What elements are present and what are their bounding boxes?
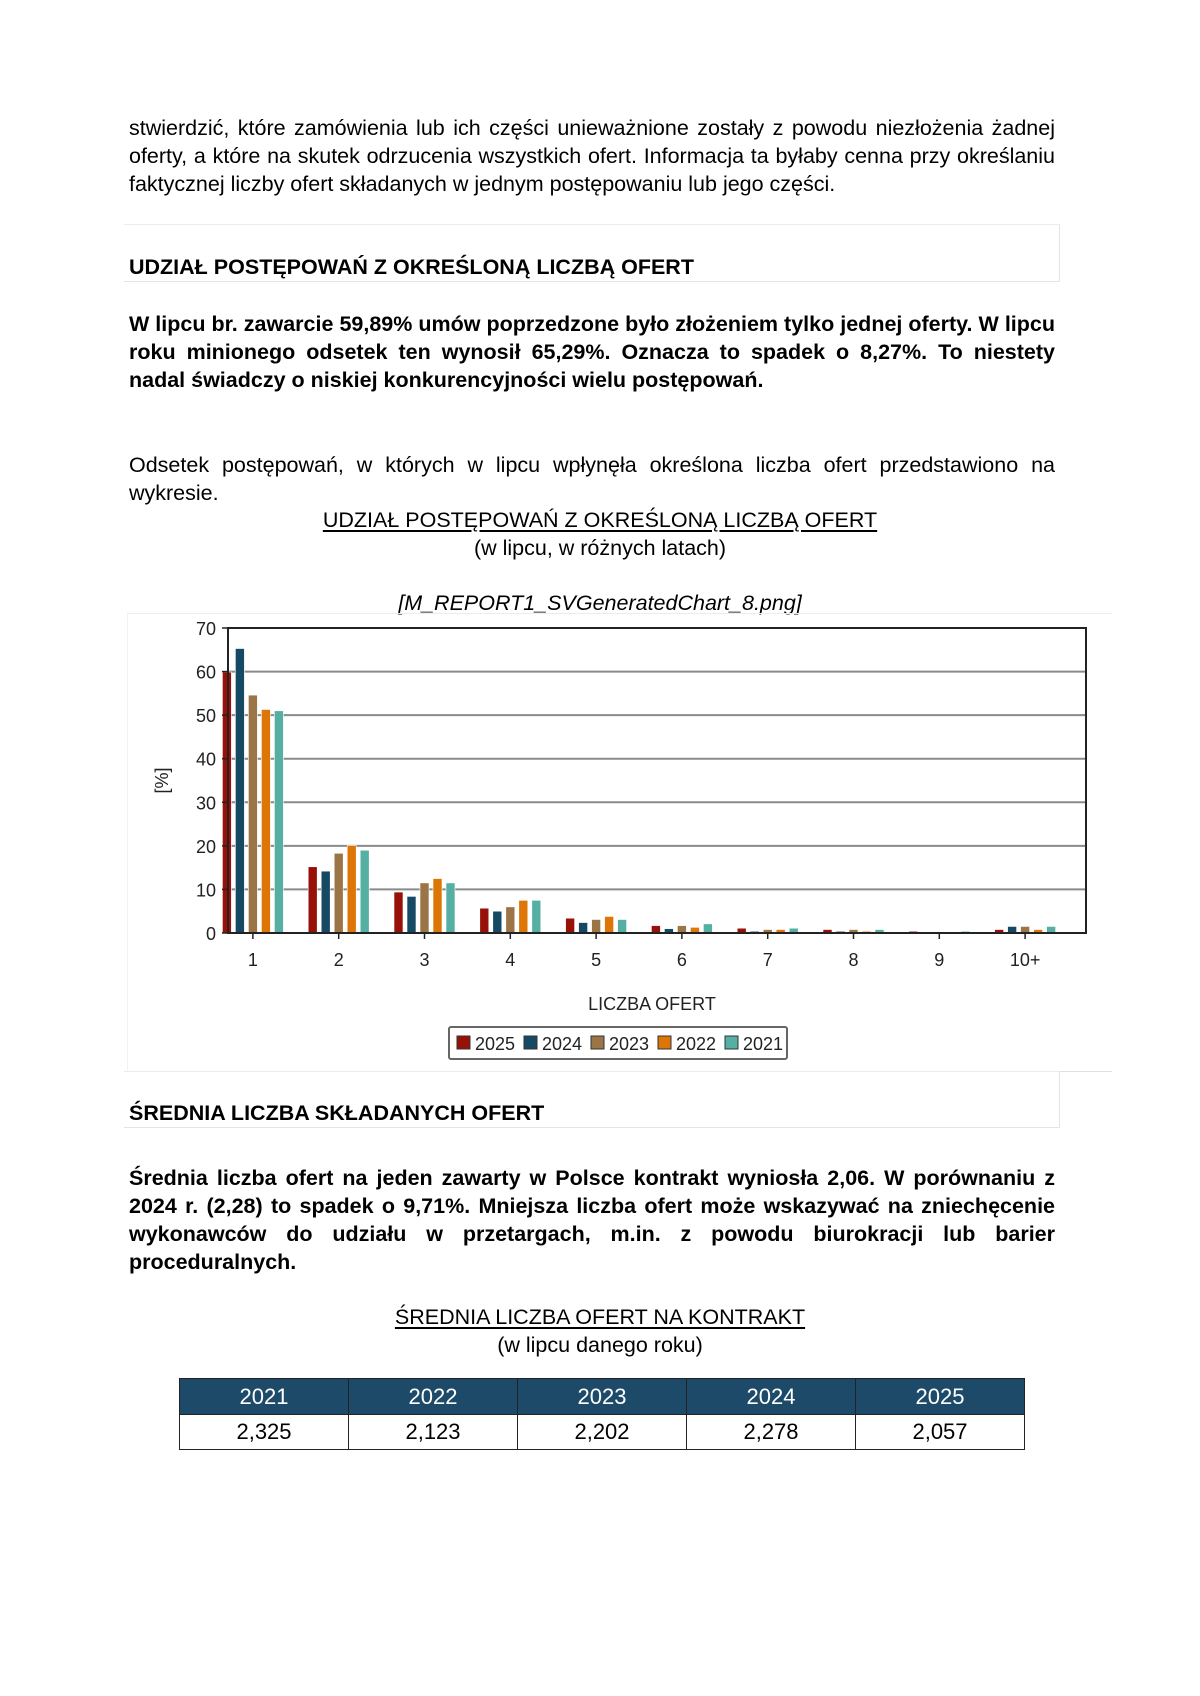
plot-area-frame <box>228 628 1086 933</box>
bar-2025-4 <box>480 908 489 933</box>
x-tick-label: 7 <box>762 950 773 970</box>
table-title <box>0 1305 1200 1330</box>
intro-paragraph: stwierdzić, które zamówienia lub ich części unieważnione zostały z powodu niezłożenia żadnej oferty, a które na skutek odrzucenia wszystkich ofert. Informacja ta byłaby cenna przy określaniu faktycznej liczby ofert składanych w jednym postępowaniu lub jego części. <box>129 116 1055 196</box>
bar-2022-3 <box>433 879 442 933</box>
x-tick-label: 4 <box>505 950 516 970</box>
chart-intro-paragraph: Odsetek postępowań, w których w lipcu wpłynęła określona liczba ofert przedstawiono na wykresie. <box>129 453 1055 505</box>
x-tick-label: 6 <box>676 950 687 970</box>
bar-2023-3 <box>420 883 429 933</box>
y-tick-label: 30 <box>195 793 216 814</box>
bar-2025-6 <box>651 926 660 933</box>
bar-2023-2 <box>334 853 343 933</box>
x-tick-label: 2 <box>333 950 344 970</box>
y-tick-label: 0 <box>205 924 216 944</box>
average-offers-table <box>179 1378 1025 1450</box>
legend-swatch-2021 <box>725 1036 738 1049</box>
bar-2024-3 <box>407 896 416 933</box>
share-summary-paragraph: W lipcu br. zawarcie 59,89% umów poprzedzone było złożeniem tylko jednej oferty. W lipcu roku minionego odsetek ten wynosił 65,29%. Oznacza to spadek o 8,27%. To niestety nadal świadczy o niskiej konkurencyjności wielu postępowań. <box>129 312 1055 392</box>
bar-2021-6 <box>703 924 712 933</box>
y-tick-label: 10 <box>195 880 216 901</box>
table-header-cell: 2025 <box>856 1379 1025 1415</box>
y-tick-label: 20 <box>195 836 216 857</box>
bar-2023-6 <box>677 926 686 933</box>
legend-label-2025: 2025 <box>475 1034 516 1054</box>
bar-2022-1 <box>261 709 270 933</box>
bar-2021-5 <box>618 919 627 933</box>
legend-label-2023: 2023 <box>609 1034 650 1054</box>
average-summary-paragraph: Średnia liczba ofert na jeden zawarty w Polsce kontrakt wyniosła 2,06. W porównaniu z 2024 r. (2,28) to spadek o 9,71%. Mniejsza liczba ofert może wskazywać na zniechęcenie wykonawców do udziału w przetargach, m.in. z powodu biurokracji lub barier proceduralnych. <box>129 1166 1055 1274</box>
table-cell: 2,278 <box>687 1415 856 1450</box>
table-row <box>180 1415 1025 1450</box>
bar-2022-5 <box>605 916 614 933</box>
legend-label-2024: 2024 <box>542 1034 583 1054</box>
legend-swatch-2022 <box>658 1036 671 1049</box>
x-tick-label: 3 <box>419 950 430 970</box>
bar-2021-3 <box>446 883 455 933</box>
bar-2022-2 <box>347 845 356 933</box>
table-cell: 2,123 <box>349 1415 518 1450</box>
legend-label-2022: 2022 <box>676 1034 717 1054</box>
table-header-cell: 2021 <box>180 1379 349 1415</box>
table-header-cell: 2022 <box>349 1379 518 1415</box>
bar-2025-2 <box>308 867 317 933</box>
y-tick-label: 40 <box>195 749 216 770</box>
table-cell: 2,325 <box>180 1415 349 1450</box>
bar-2024-4 <box>493 911 502 933</box>
x-axis-label: LICZBA OFERT <box>588 994 716 1014</box>
bar-2025-5 <box>566 918 575 933</box>
table-subtitle: (w lipcu danego roku) <box>497 1333 703 1357</box>
table-title-text: ŚREDNIA LICZBA OFERT NA KONTRAKT <box>394 1305 806 1329</box>
legend-swatch-2023 <box>591 1036 604 1049</box>
section-heading-average-offers: ŚREDNIA LICZBA SKŁADANYCH OFERT <box>129 1101 545 1125</box>
bar-2023-4 <box>506 907 515 933</box>
bar-2021-1 <box>274 711 283 933</box>
legend-swatch-2025 <box>457 1036 470 1049</box>
legend-swatch-2024 <box>524 1036 537 1049</box>
x-tick-label: 9 <box>934 950 945 970</box>
bar-2023-1 <box>248 695 257 933</box>
y-tick-label: 70 <box>195 619 216 639</box>
x-tick-label: 10+ <box>1009 950 1041 970</box>
x-tick-label: 8 <box>848 950 859 970</box>
bar-2024-1 <box>235 649 244 933</box>
figure-title-text: UDZIAŁ POSTĘPOWAŃ Z OKREŚLONĄ LICZBĄ OFERT <box>322 508 878 532</box>
table-header-cell: 2024 <box>687 1379 856 1415</box>
bar-2024-5 <box>579 923 588 933</box>
y-tick-label: 60 <box>195 662 216 683</box>
table-cell: 2,057 <box>856 1415 1025 1450</box>
x-axis-ticks <box>248 933 1040 970</box>
y-tick-label: 50 <box>195 706 216 727</box>
bar-2021-2 <box>360 850 369 933</box>
bar-2025-3 <box>394 892 403 933</box>
chart-legend <box>449 1027 787 1059</box>
x-tick-label: 5 <box>591 950 602 970</box>
y-axis-label: [%] <box>152 767 172 794</box>
table-header-row <box>180 1379 1025 1415</box>
table-header-cell: 2023 <box>518 1379 687 1415</box>
figure-subtitle: (w lipcu, w różnych latach) <box>473 536 727 560</box>
table-cell: 2,202 <box>518 1415 687 1450</box>
section-heading-share-of-offers: UDZIAŁ POSTĘPOWAŃ Z OKREŚLONĄ LICZBĄ OFERT <box>129 255 694 279</box>
legend-label-2021: 2021 <box>743 1034 784 1054</box>
bar-2021-4 <box>532 900 541 933</box>
x-tick-label: 1 <box>247 950 258 970</box>
chart-gridlines <box>228 672 1086 890</box>
image-placeholder-caption: [M_REPORT1_SVGeneratedChart_8.png] <box>398 591 802 615</box>
bar-2023-5 <box>592 919 601 933</box>
bar-2024-2 <box>321 871 330 933</box>
bar-2022-4 <box>519 900 528 933</box>
